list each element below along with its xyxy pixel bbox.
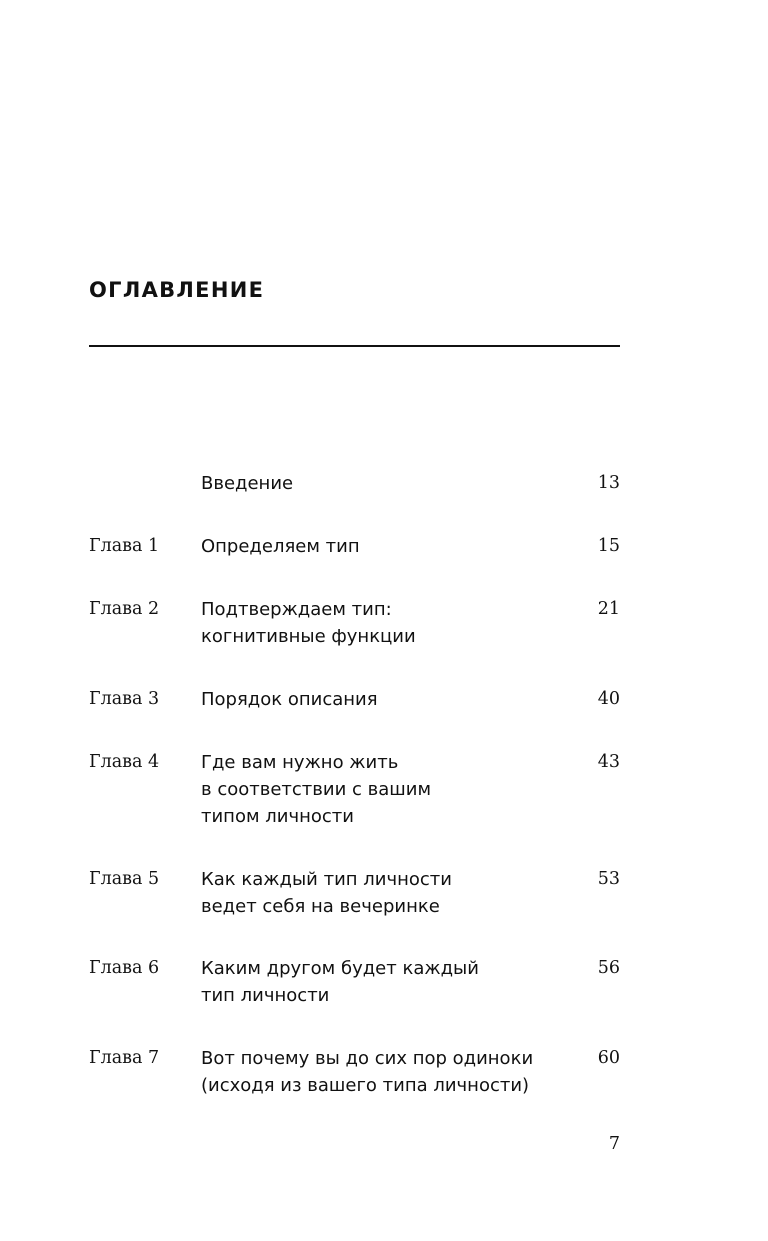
chapter-title [201,955,561,1009]
chapter-label: Глава 3 [89,689,160,709]
page-number: 15 [597,536,620,556]
chapter-title-line: Каким другом будет каждый [201,958,479,979]
chapter-title-line: (исходя из вашего типа личности) [201,1075,530,1096]
chapter-title-line: Вот почему вы до сих пор одиноки [201,1048,534,1069]
chapter-title-line: когнитивные функции [201,626,416,647]
title-divider [89,345,620,347]
chapter-title-line: Порядок описания [201,689,378,710]
page-number: 43 [597,752,620,772]
page-title: ОГЛАВЛЕНИЕ [89,278,265,302]
chapter-title [201,866,561,920]
chapter-label: Глава 5 [89,869,160,889]
chapter-title-line: Определяем тип [201,536,360,557]
chapter-title-line: тип личности [201,985,330,1006]
chapter-title-line: Где вам нужно жить [201,752,399,773]
page-number: 40 [597,689,620,709]
page-number: 13 [597,473,620,493]
chapter-title [201,1045,561,1099]
page-number: 21 [597,599,620,619]
chapter-title [201,749,561,830]
chapter-label: Глава 2 [89,599,160,619]
chapter-label: Глава 1 [89,536,160,556]
chapter-label: Глава 4 [89,752,160,772]
chapter-label: Глава 7 [89,1048,160,1068]
chapter-title-line: типом личности [201,806,354,827]
chapter-title-line: Введение [201,473,294,494]
chapter-title [201,533,561,560]
chapter-title-line: в соответствии с вашим [201,779,432,800]
chapter-title-line: Как каждый тип личности [201,869,452,890]
page-number: 56 [597,958,620,978]
chapter-title [201,470,561,497]
chapter-title [201,686,561,713]
chapter-title-line: ведет себя на вечеринке [201,896,440,917]
chapter-title-line: Подтверждаем тип: [201,599,392,620]
chapter-label: Глава 6 [89,958,160,978]
page-folio: 7 [608,1134,620,1154]
page-number: 60 [597,1048,620,1068]
chapter-title [201,596,561,650]
page-number: 53 [597,869,620,889]
